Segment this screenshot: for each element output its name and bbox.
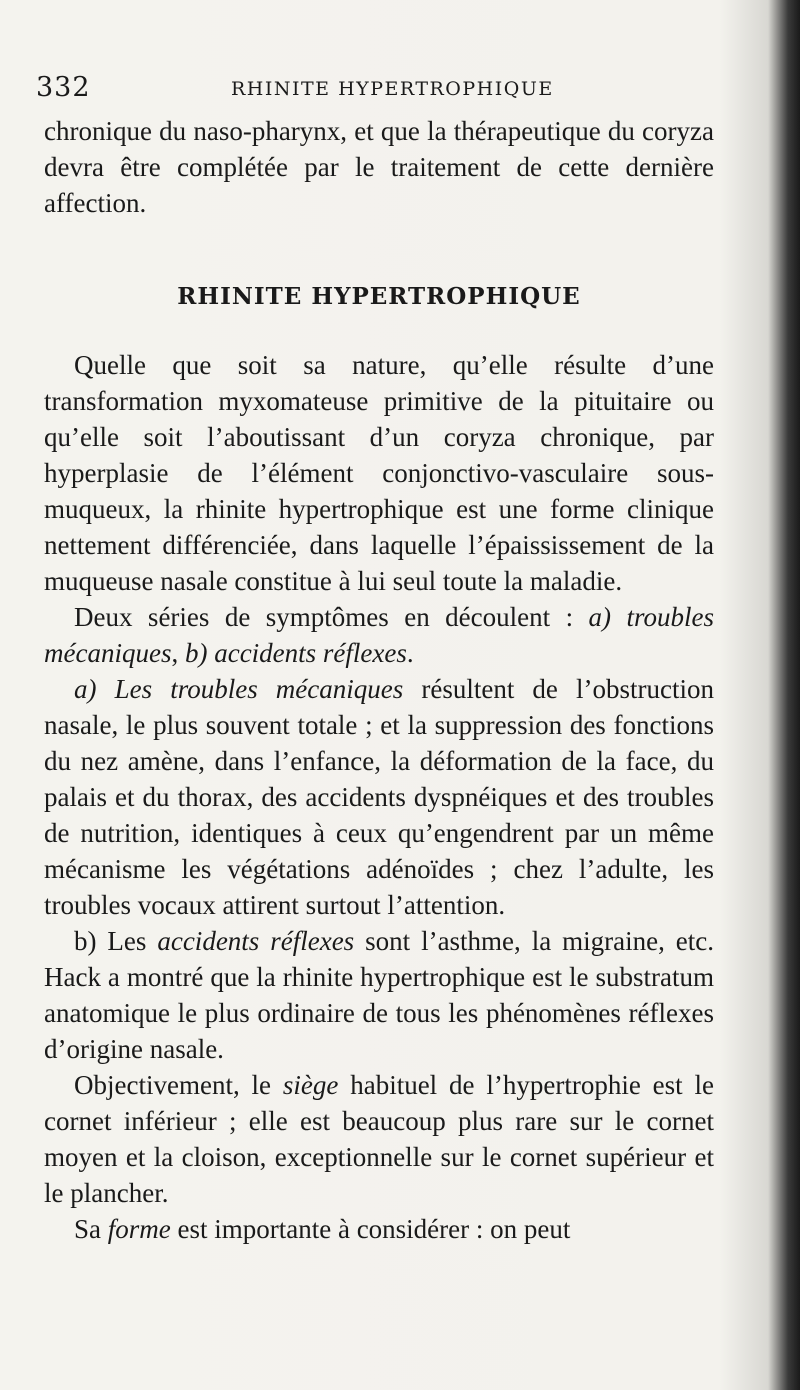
intro-paragraph: chronique du naso-pharynx, et que la thérapeutique du coryza devra être complétée par le traitement de cette dernière affection. (44, 116, 714, 218)
page-header (36, 72, 710, 102)
mechanical-term: Les troubles mécaniques (114, 674, 404, 704)
mechanical-label: a) (74, 674, 115, 704)
page-number: 332 (36, 72, 91, 103)
paragraph-siege (44, 1067, 714, 1211)
symptoms-sep: , (171, 638, 185, 668)
siege-term: siège (282, 1070, 339, 1100)
siege-text: habituel de l’hypertrophie est le cornet inférieur ; elle est beaucoup plus rare sur le cornet moyen et la cloison, exceptionnelle sur le cornet supérieur et le plancher. (44, 1070, 714, 1208)
paragraph-forme (44, 1211, 714, 1247)
mechanical-text: résultent de l’obstruction nasale, le plus souvent totale ; et la suppression des fonctions du nez amène, dans l’enfance, la déformation de la face, du palais et du thorax, des accidents dyspnéiques et des troubles de nutrition, identiques à ceux qu’engendrent par un même mécanisme les végétations adénoïdes ; chez l’adulte, les troubles vocaux attirent surtout l’attention. (44, 674, 714, 920)
reflex-term: accidents réflexes (157, 926, 355, 956)
reflex-text: sont l’asthme, la migraine, etc. Hack a montré que la rhinite hypertrophique est le substratum anatomique le plus ordinaire de tous les phénomènes réflexes d’origine nasale. (44, 926, 714, 1064)
forme-lead: Sa (74, 1214, 108, 1244)
paragraph-symptoms (44, 599, 714, 671)
symptoms-b: b) accidents réflexes (184, 638, 407, 668)
page-body (44, 113, 714, 1247)
paragraph-mechanical (44, 671, 714, 923)
section-title: RHINITE HYPERTROPHIQUE (177, 283, 581, 310)
paragraph-definition: Quelle que soit sa nature, qu’elle résulte d’une transformation myxomateuse primitive de la pituitaire ou qu’elle soit l’aboutissant d’un coryza chronique, par hyperplasie de l’élément conjonctivo-vasculaire sous-muqueux, la rhinite hypertrophique est une forme clinique nettement différenciée, dans laquelle l’épaississement de la muqueuse nasale constitue à lui seul toute la maladie. (44, 350, 714, 596)
symptoms-end: . (406, 638, 414, 668)
running-head: RHINITE HYPERTROPHIQUE (231, 78, 554, 100)
symptoms-a: a) troubles mécaniques (44, 602, 714, 668)
siege-lead: Objectivement, le (74, 1070, 283, 1100)
paragraph-reflex (44, 923, 714, 1067)
reflex-label: b) Les (74, 926, 158, 956)
symptoms-lead: Deux séries de symptômes en découlent : (74, 602, 589, 632)
forme-term: forme (107, 1214, 171, 1244)
forme-text: est importante à considérer : on peut (170, 1214, 571, 1244)
